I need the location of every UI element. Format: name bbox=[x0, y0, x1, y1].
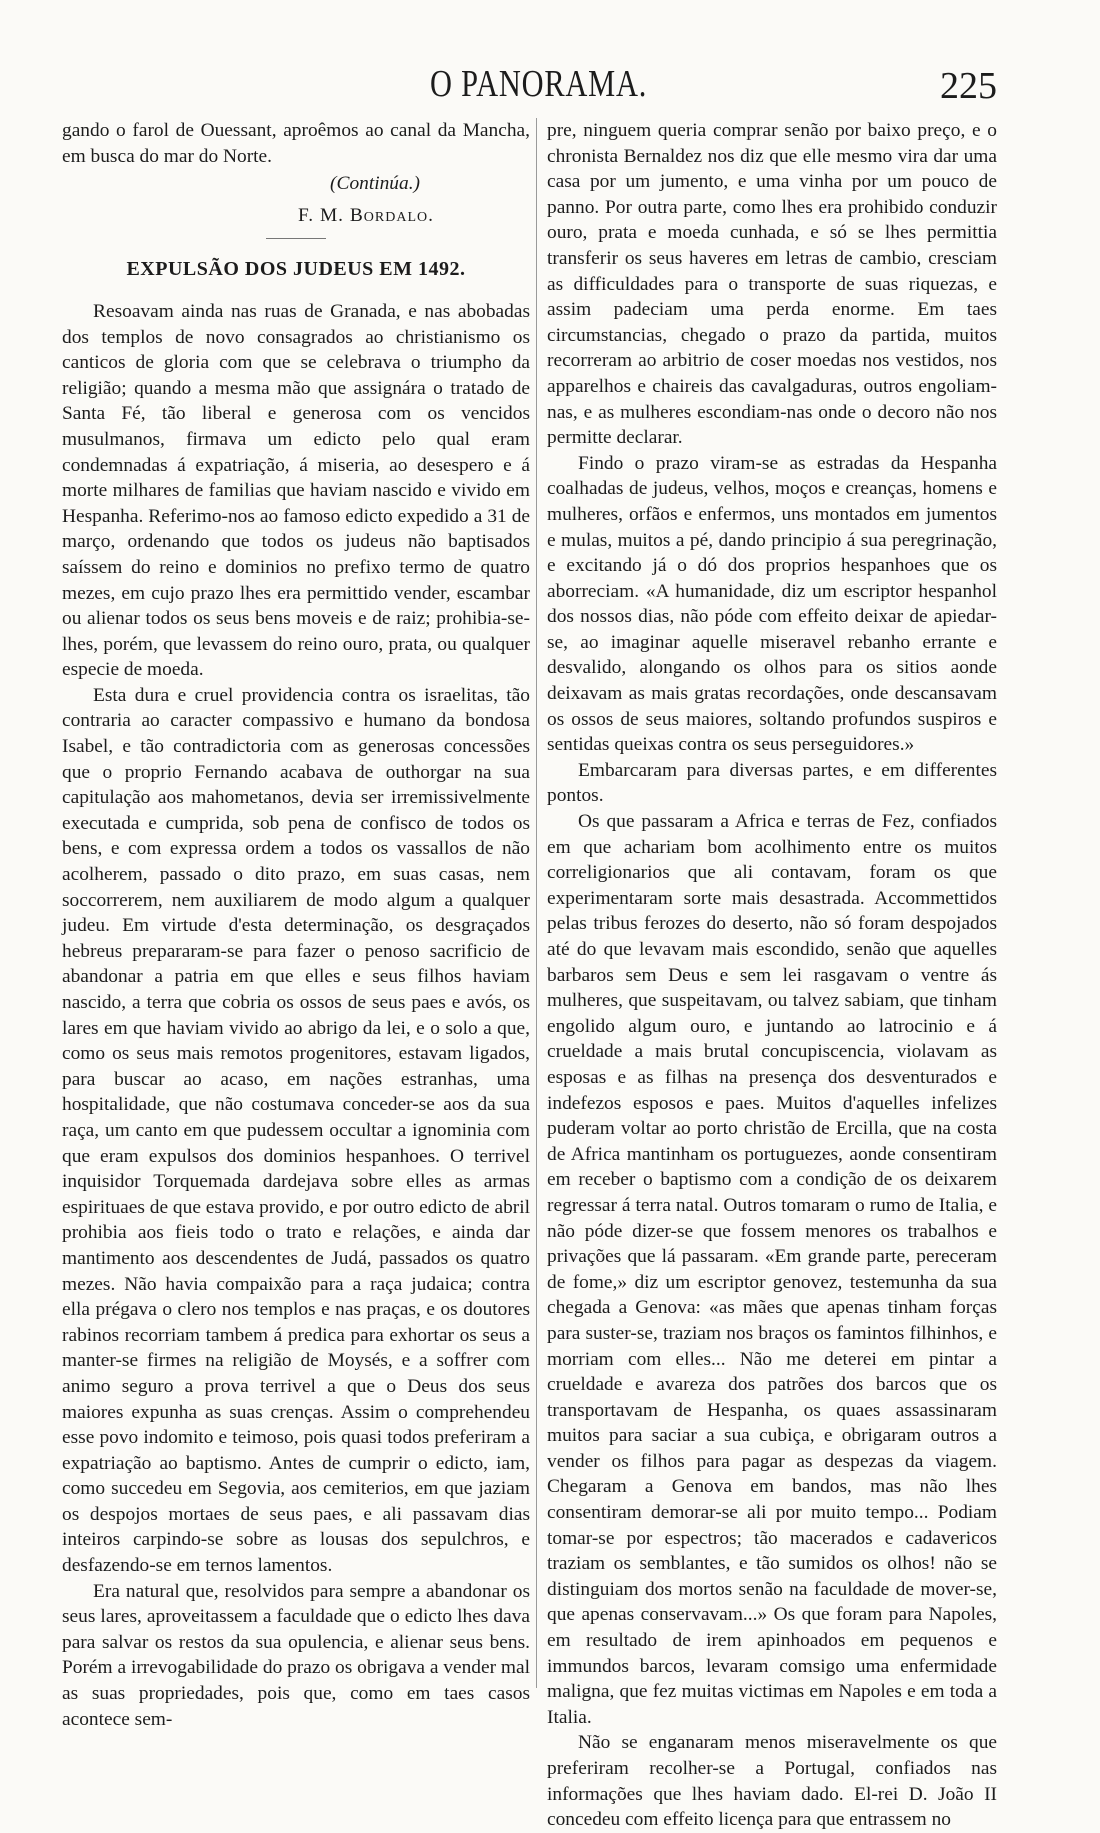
page-number: 225 bbox=[940, 65, 997, 107]
continua-note: (Continúa.) bbox=[330, 173, 420, 195]
paragraph: Não se enganaram menos miseravelmente os que preferiram recolher-se a Portugal, confiados nas informações que lhes haviam dado. El-rei D. João II concedeu com effeito licença para que entrassem no bbox=[547, 1732, 997, 1831]
author-signature: F. M. Bordalo. bbox=[298, 204, 434, 226]
section-separator bbox=[266, 238, 326, 239]
paragraph: Findo o prazo viram-se as estradas da Hespanha coalhadas de judeus, velhos, moços e creanças, homens e mulheres, orfãos e enfermos, uns montados em jumentos e mulas, muitos a pé, dando principio á sua peregrinação, e excitando já o dó dos proprios hespanhoes que os aborreciam. «A humanidade, diz um escriptor hespanhol dos nossos dias, não póde com effeito deixar de apiedar-se, ao imaginar aquelle miseravel rebanho errante e desvalido, alongando os olhos para os sitios aonde deixavam as mais gratas recordações, onde descansavam os ossos de seus maiores, soltando profundos suspiros e sentidas queixas contra os seus perseguidores.» bbox=[547, 452, 997, 756]
left-column bbox=[62, 118, 530, 1732]
right-column bbox=[547, 118, 997, 1833]
paragraph: Os que passaram a Africa e terras de Fez, confiados em que achariam bom acolhimento entre os muitos correligionarios que ali contavam, foram os que experimentaram sorte mais desastrada. Accommettidos pelas tribus ferozes do deserto, não só foram despojados até do que levavam mais escondido, senão que aquelles barbaros sem Deus e sem lei rasgavam o ventre ás mulheres, que suspeitavam, ou talvez sabiam, que tinham engolido algum ouro, e juntando ao latrocinio e á crueldade a mais brutal concupiscencia, violavam as esposas e as filhas na presença dos desventurados e indefezos esposos e paes. Muitos d'aquelles infelizes puderam voltar ao porto christão de Ercilla, que na costa de Africa mantinham os portuguezes, aonde consentiram em receber o baptismo com a condição de os deixarem regressar á terra natal. Outros tomaram o rumo de Italia, e não póde dizer-se que fossem menores os trabalhos e privações que lá passaram. «Em grande parte, pereceram de fome,» diz um escriptor genovez, testemunha da sua chegada a Genova: «as mães que apenas tinham forças para suster-se, traziam nos braços os famintos filhinhos, e morriam com elles... Não me deterei em pintar a crueldade e avareza dos patrões dos barcos que os transportavam de Hespanha, os quaes assassinaram muitos para saciar a sua cubiça, e obrigaram outros a vender os filhos para pagar as despezas da viagem. Chegaram a Genova em bandos, mas não lhes consentiram demorar-se ali por muito tempo... Podiam tomar-se por espectros; tão macerados e cadavericos traziam os semblantes, e tão sumidos os olhos! não se distinguiam dos mortos senão na faculdade de mover-se, que apenas conservavam...» Os que foram para Napoles, em resultado de irem apinhoados em pequenos e immundos barcos, levaram comsigo uma enfermidade maligna, que fez muitas victimas em Napoles e em toda a Italia. bbox=[547, 811, 997, 1728]
article-title: EXPULSÃO DOS JUDEUS EM 1492. bbox=[126, 258, 466, 281]
continued-text: gando o farol de Ouessant, aproêmos ao canal da Mancha, em busca do mar do Norte. bbox=[62, 120, 530, 167]
paragraph: pre, ninguem queria comprar senão por baixo preço, e o chronista Bernaldez nos diz que elle mesmo vira dar uma casa por um jumento, e uma vinha por um pouco de panno. Por outra parte, como lhes era prohibido conduzir ouro, prata e moeda cunhada, e só se lhes permittia transferir os seus haveres em letras de cambio, cresciam as difficuldades para o transporte de suas riquezas, e assim padeciam uma perda enorme. Em taes circumstancias, chegado o prazo da partida, muitos recorreram ao arbitrio de coser moedas nos vestidos, nos apparelhos e chaireis das cavalgaduras, outros engoliam-nas, e as mulheres escondiam-nas onde o decoro não nos permitte declarar. bbox=[547, 120, 997, 449]
paragraph: Esta dura e cruel providencia contra os israelitas, tão contraria ao caracter compassivo e humano da bondosa Isabel, e tão contradictoria com as generosas concessões que o proprio Fernando acabava de outhorgar na sua capitulação aos mahometanos, devia ser irremissivelmente executada e cumprida, sob pena de confisco de todos os bens, e com expressa ordem a todos os vassallos de não acolherem, passado o dito prazo, em suas casas, nem soccorrerem, nem auxiliarem de modo algum a qualquer judeu. Em virtude d'esta determinação, os desgraçados hebreus prepararam-se para fazer o penoso sacrificio de abandonar a patria em que elles e seus filhos haviam nascido, a terra que cobria os ossos de seus paes e avós, os lares em que haviam vivido ao abrigo da lei, e o solo a que, como os seus mais remotos progenitores, estavam ligados, para buscar ao acaso, em nações estranhas, uma hospitalidade, que não costumava conceder-se aos da sua raça, um canto em que pudessem occultar a ignominia com que eram expulsos dos dominios hespanhoes. O terrivel inquisidor Torquemada dardejava sobre elles as armas espirituaes de que estava provido, e por outro edicto de abril prohibia aos fieis todo o trato e relações, e ainda dar mantimento aos descendentes de Judá, passados os quatro mezes. Não havia compaixão para a raça judaica; contra ella prégava o clero nos templos e nas praças, e os doutores rabinos recorriam tambem á predica para exhortar os seus a manter-se firmes na religião de Moysés, e a soffrer com animo seguro a prova terrivel a que o Deus dos seus maiores expunha as suas crenças. Assim o comprehendeu esse povo indomito e teimoso, pois quasi todos preferiram a expatriação ao baptismo. Antes de cumprir o edicto, iam, como succedeu em Segovia, aos cemiterios, em que jaziam os despojos mortaes de seus paes, e ali passavam dias inteiros carpindo-se sobre as lousas dos sepulchros, e desfazendo-se em ternos lamentos. bbox=[62, 684, 530, 1577]
paragraph: Embarcaram para diversas partes, e em differentes pontos. bbox=[547, 759, 997, 807]
paragraph: Resoavam ainda nas ruas de Granada, e nas abobadas dos templos de novo consagrados ao christianismo os canticos de gloria com que se celebrava o triumpho da religião; quando a mesma mão que assignára o tratado de Santa Fé, tão liberal e generosa com os vencidos musulmanos, firmava um edicto pelo qual eram condemnadas á expatriação, á miseria, ao desespero e á morte milhares de familias que haviam nascido e vivido em Hespanha. Referimo-nos ao famoso edicto expedido a 31 de março, ordenando que todos os judeus não baptisados saíssem do reino e dominios no prefixo termo de quatro mezes, em cujo prazo lhes era permittido vender, escambar ou alienar todos os seus bens moveis e de raiz; prohibia-se-lhes, porém, que levassem do reino ouro, prata, ou qualquer especie de moeda. bbox=[62, 300, 530, 681]
paragraph: Era natural que, resolvidos para sempre a abandonar os seus lares, aproveitassem a faculdade que o edicto lhes dava para salvar os restos da sua opulencia, e alienar seus bens. Porém a irrevogabilidade do prazo os obrigava a vender mal as suas propriedades, pois que, como em taes casos acontece sem- bbox=[62, 1580, 530, 1730]
page-header bbox=[0, 62, 1100, 112]
journal-title: O PANORAMA. bbox=[430, 63, 648, 105]
column-divider bbox=[536, 118, 537, 1688]
